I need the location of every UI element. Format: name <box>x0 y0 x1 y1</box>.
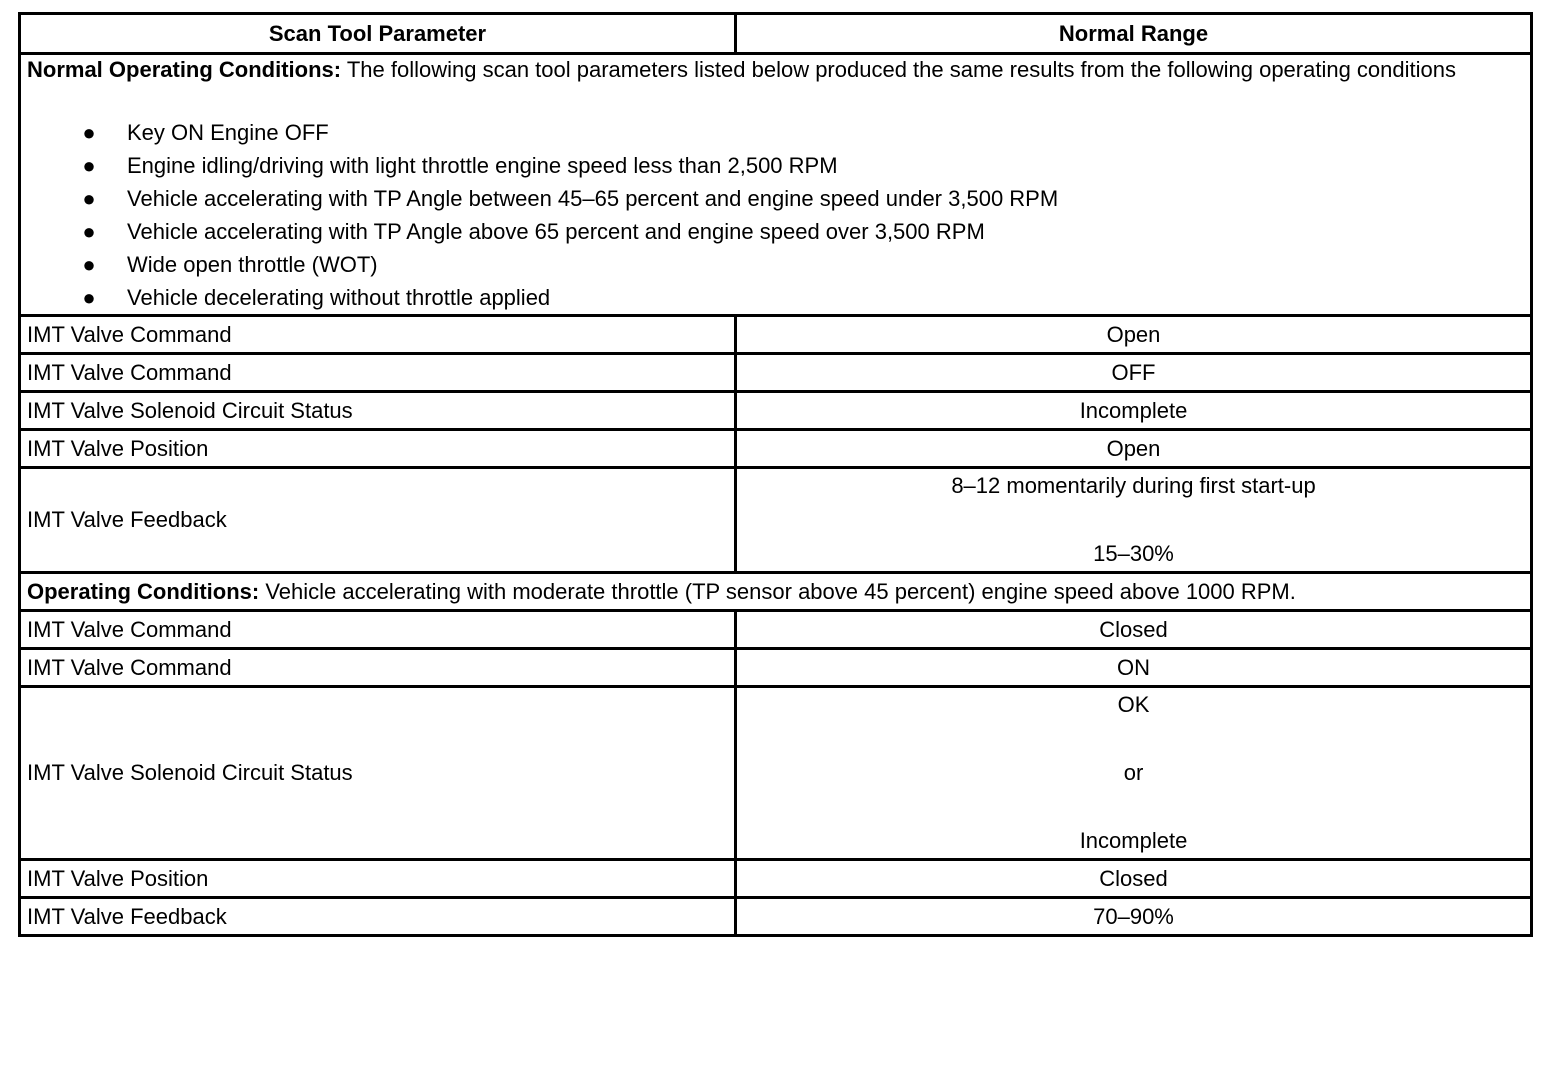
parameter-cell: IMT Valve Command <box>20 611 736 649</box>
table-row <box>20 316 1532 354</box>
operating-conditions-list <box>27 116 1524 314</box>
bullet-icon: ● <box>82 186 96 211</box>
range-cell <box>736 687 1532 860</box>
list-item <box>79 149 1524 182</box>
table-row <box>20 392 1532 430</box>
normal-operating-conditions-cell <box>20 54 1532 316</box>
table-header-row <box>20 14 1532 54</box>
bullet-icon: ● <box>82 252 96 277</box>
range-line: OK <box>1117 692 1150 717</box>
parameter-cell: IMT Valve Feedback <box>20 468 736 573</box>
header-scan-tool-parameter: Scan Tool Parameter <box>20 14 736 54</box>
operating-conditions-cell <box>20 573 1532 611</box>
operating-conditions-row <box>20 573 1532 611</box>
table-row <box>20 898 1532 936</box>
range-cell: OFF <box>736 354 1532 392</box>
parameter-cell: IMT Valve Command <box>20 354 736 392</box>
list-item <box>79 248 1524 281</box>
range-line: or <box>1123 760 1144 785</box>
operating-conditions-title: Operating Conditions: <box>27 578 260 604</box>
table-row <box>20 354 1532 392</box>
range-line: 8–12 momentarily during first start-up <box>951 473 1316 498</box>
range-cell: Closed <box>736 860 1532 898</box>
bullet-icon: ● <box>82 153 96 178</box>
parameter-cell: IMT Valve Command <box>20 649 736 687</box>
parameter-cell: IMT Valve Position <box>20 430 736 468</box>
list-item-text: Engine idling/driving with light throttle engine speed less than 2,500 RPM <box>127 153 838 178</box>
range-cell: 70–90% <box>736 898 1532 936</box>
range-line: 15–30% <box>1093 541 1174 566</box>
range-cell <box>736 468 1532 573</box>
list-item-text: Vehicle decelerating without throttle applied <box>127 285 551 310</box>
table-row <box>20 468 1532 573</box>
range-multiline <box>743 469 1524 571</box>
bullet-icon: ● <box>82 120 96 145</box>
list-item-text: Vehicle accelerating with TP Angle above 65 percent and engine speed over 3,500 RPM <box>127 219 985 244</box>
bullet-icon: ● <box>82 219 96 244</box>
list-item-text: Key ON Engine OFF <box>127 120 329 145</box>
parameter-cell: IMT Valve Command <box>20 316 736 354</box>
parameter-cell: IMT Valve Position <box>20 860 736 898</box>
range-cell: ON <box>736 649 1532 687</box>
range-line: Incomplete <box>1079 828 1188 853</box>
parameter-cell: IMT Valve Solenoid Circuit Status <box>20 687 736 860</box>
list-item <box>79 182 1524 215</box>
table-row <box>20 649 1532 687</box>
table-row <box>20 687 1532 860</box>
normal-conditions-intro <box>27 55 1524 84</box>
range-cell: Closed <box>736 611 1532 649</box>
header-normal-range: Normal Range <box>736 14 1532 54</box>
range-cell: Incomplete <box>736 392 1532 430</box>
list-item <box>79 215 1524 248</box>
parameter-cell: IMT Valve Feedback <box>20 898 736 936</box>
table-row <box>20 860 1532 898</box>
list-item <box>79 116 1524 149</box>
table-row <box>20 611 1532 649</box>
normal-conditions-intro-text: The following scan tool parameters listed below produced the same results from the following operating conditions <box>346 57 1456 82</box>
normal-operating-conditions-row <box>20 54 1532 316</box>
operating-conditions-text: Vehicle accelerating with moderate throttle (TP sensor above 45 percent) engine speed above 1000 RPM. <box>265 578 1296 604</box>
list-item <box>79 281 1524 314</box>
list-item-text: Wide open throttle (WOT) <box>127 252 378 277</box>
parameter-cell: IMT Valve Solenoid Circuit Status <box>20 392 736 430</box>
scan-tool-parameter-table <box>18 12 1533 937</box>
range-cell: Open <box>736 316 1532 354</box>
normal-conditions-title: Normal Operating Conditions: <box>27 57 342 82</box>
range-multiline <box>743 688 1524 858</box>
bullet-icon: ● <box>82 285 96 310</box>
list-item-text: Vehicle accelerating with TP Angle between 45–65 percent and engine speed under 3,500 RPM <box>127 186 1059 211</box>
table-row <box>20 430 1532 468</box>
range-cell: Open <box>736 430 1532 468</box>
